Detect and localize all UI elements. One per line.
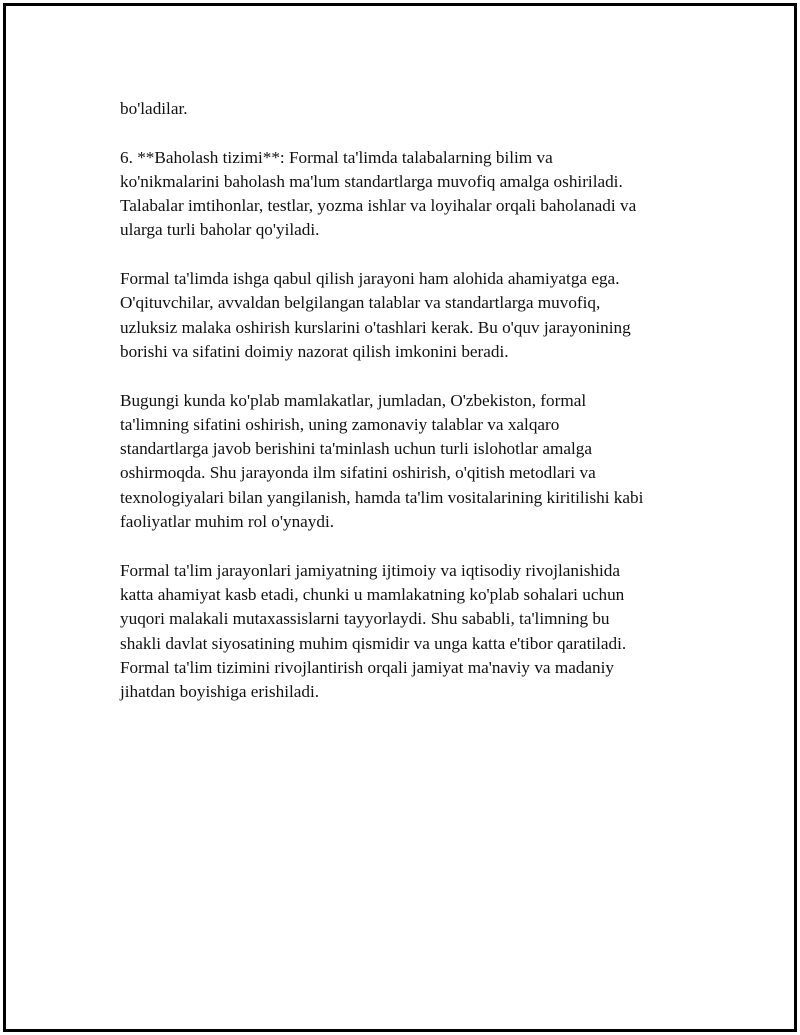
text-line: ta'limning sifatini oshirish, uning zamonaviy talablar va xalqaro [120, 414, 560, 434]
text-line: standartlarga javob berishini ta'minlash uchun turli islohotlar amalga [120, 439, 592, 459]
text-line: borishi va sifatini doimiy nazorat qilish imkonini beradi. [120, 341, 509, 361]
text-line: faoliyatlar muhim rol o'ynaydi. [120, 512, 335, 532]
text-line: 6. **Baholash tizimi**: Formal ta'limda talabalarning bilim va [120, 147, 553, 167]
text-line: bo'ladilar. [120, 99, 188, 118]
text-line: ularga turli baholar qo'yiladi. [120, 220, 320, 240]
text-line: uzluksiz malaka oshirish kurslarini o'tashlari kerak. Bu o'quv jarayonining [120, 317, 631, 337]
paragraph-bugungi-kunda [120, 389, 700, 535]
text-line: Formal ta'lim tizimini rivojlantirish orqali jamiyat ma'naviy va madaniy [120, 657, 615, 677]
text-line: Talabalar imtihonlar, testlar, yozma ishlar va loyihalar orqali baholanadi va [120, 196, 637, 216]
text-line: Bugungi kunda ko'plab mamlakatlar, jumladan, O'zbekiston, formal [120, 390, 587, 410]
text-line: texnologiyalari bilan yangilanish, hamda ta'lim vositalarining kiritilishi kabi [120, 487, 644, 507]
paragraph-ishga-qabul [120, 267, 700, 364]
text-line: jihatdan boyishiga erishiladi. [120, 682, 320, 702]
text-line: shakli davlat siyosatining muhim qismidir va unga katta e'tibor qaratiladi. [120, 633, 627, 653]
document-body [120, 97, 700, 729]
text-line: ko'nikmalarini baholash ma'lum standartlarga muvofiq amalga oshiriladi. [120, 171, 623, 191]
text-line: Formal ta'lim jarayonlari jamiyatning ijtimoiy va iqtisodiy rivojlanishida [120, 560, 621, 580]
paragraph-baholash-tizimi [120, 146, 700, 243]
text-line: Formal ta'limda ishga qabul qilish jarayoni ham alohida ahamiyatga ega. [120, 269, 620, 289]
text-line: yuqori malakali mutaxassislarni tayyorlaydi. Shu sababli, ta'limning bu [120, 609, 610, 629]
text-line: oshirmoqda. Shu jarayonda ilm sifatini oshirish, o'qitish metodlari va [120, 463, 596, 483]
paragraph-formal-talim-jarayonlari [120, 559, 700, 705]
document-page [3, 3, 797, 1032]
text-line: O'qituvchilar, avvaldan belgilangan talablar va standartlarga muvofiq, [120, 293, 601, 313]
text-line: katta ahamiyat kasb etadi, chunki u mamlakatning ko'plab sohalari uchun [120, 584, 625, 604]
paragraph-continuation [120, 97, 700, 121]
